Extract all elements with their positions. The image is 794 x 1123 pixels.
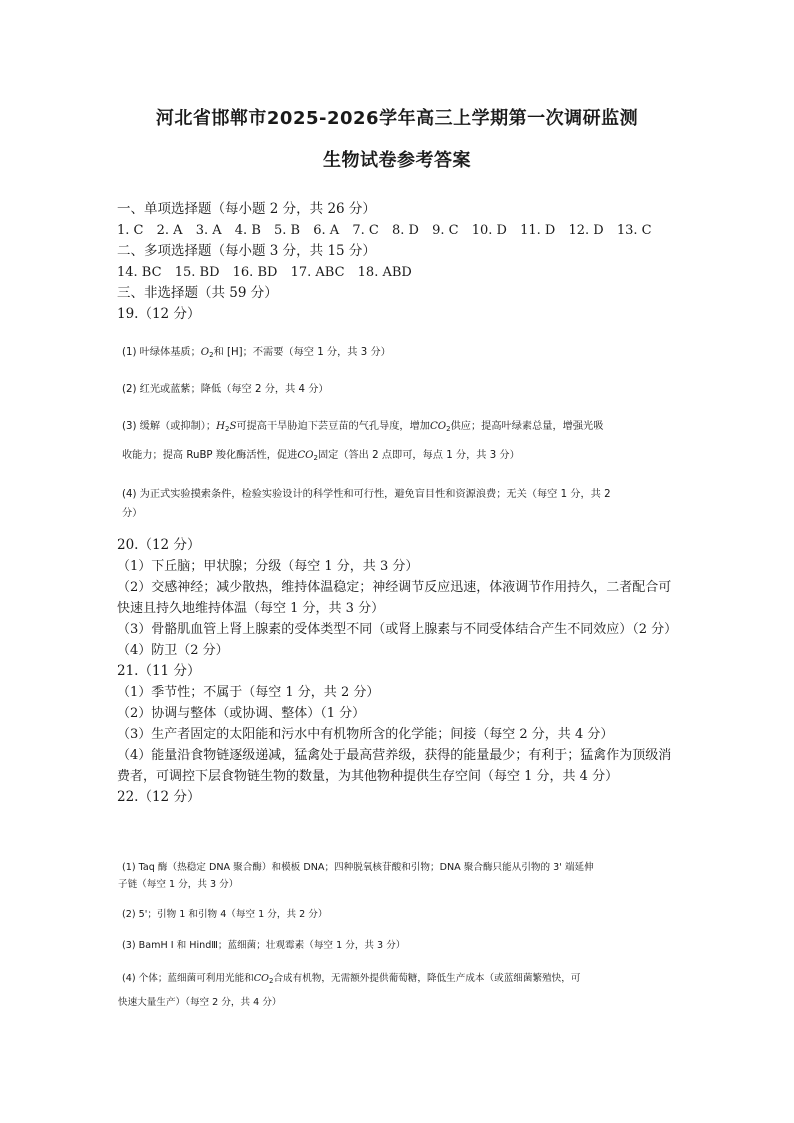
answer-item: 13. C — [616, 223, 652, 238]
answer-item: 11. D — [520, 223, 556, 238]
q19-part2: (2) 红光或蓝紫；降低（每空 2 分，共 4 分） — [122, 384, 329, 395]
document-subtitle: 生物试卷参考答案 — [323, 150, 471, 171]
q20-q21-block — [117, 535, 682, 808]
answer-item: 6. A — [313, 223, 340, 238]
q22-part1-line2: 子链（每空 1 分，共 3 分） — [118, 879, 239, 890]
q19-part3-line1: (3) 缓解（或抑制）；$H_2S$可提高干旱胁迫下芸豆苗的气孔导度，增加$CO_2$供应；提高叶绿素总量，增强光吸 — [122, 421, 604, 433]
answer-item: 8. D — [391, 223, 419, 238]
q19-part4-line1: (4) 为正式实验摸索条件，检验实验设计的科学性和可行性，避免盲目性和资源浪费；无关（每空 1 分，共 2 — [122, 489, 611, 500]
answer-item: 2. A — [156, 223, 183, 238]
q19-part1: (1) 叶绿体基质；$O_2$和 [H]；不需要（每空 1 分，共 3 分） — [122, 347, 391, 359]
answer-item: 16. BD — [232, 265, 278, 280]
section2-answers — [117, 262, 677, 283]
section2-heading: 二、多项选择题（每小题 3 分，共 15 分） — [117, 243, 376, 259]
answer-item: 15. BD — [174, 265, 220, 280]
section1-answers — [117, 220, 677, 241]
q21-heading: 21.（11 分） — [117, 663, 201, 679]
q20-part4: （4）防卫（2 分） — [117, 643, 229, 658]
q19-part3-line2: 收能力；提高 RuBP 羧化酶活性，促进$CO_2$固定（答出 2 点即可，每点 1 分，共 3 分） — [122, 450, 520, 462]
answer-item: 4. B — [234, 223, 261, 238]
q22-part4-line2: 快速大量生产）（每空 2 分，共 4 分） — [118, 997, 282, 1008]
choice-answers — [117, 199, 677, 325]
q20-heading: 20.（12 分） — [117, 537, 201, 553]
answer-item: 18. ABD — [357, 265, 412, 280]
q22-part2: (2) 5'；引物 1 和引物 4（每空 1 分，共 2 分） — [122, 909, 328, 920]
q19-part4-line2: 分） — [122, 508, 143, 519]
answer-item: 1. C — [117, 223, 144, 238]
answer-item: 9. C — [432, 223, 459, 238]
q20-part1: （1）下丘脑；甲状腺；分级（每空 1 分，共 3 分） — [117, 559, 419, 574]
q21-part3: （3）生产者固定的太阳能和污水中有机物所含的化学能；间接（每空 2 分，共 4 分） — [117, 727, 614, 742]
answer-item: 14. BC — [117, 265, 162, 280]
q22-part4-line1: (4) 个体；蓝细菌可利用光能和$CO_2$合成有机物，无需额外提供葡萄糖，降低生产成本（或蓝细菌繁殖快，可 — [122, 973, 581, 985]
section3-heading: 三、非选择题（共 59 分） — [117, 285, 278, 301]
q22-heading: 22.（12 分） — [117, 789, 201, 805]
answer-item: 10. D — [471, 223, 507, 238]
q20-part2: （2）交感神经；减少散热，维持体温稳定；神经调节反应迅速，体液调节作用持久，二者配合可快速且持久地维持体温（每空 1 分，共 3 分） — [117, 580, 672, 616]
answer-item: 12. D — [568, 223, 604, 238]
q20-part3: （3）骨骼肌血管上肾上腺素的受体类型不同（或肾上腺素与不同受体结合产生不同效应）（2 分） — [117, 622, 678, 637]
q21-part1: （1）季节性；不属于（每空 1 分，共 2 分） — [117, 685, 380, 700]
q22-part1-line1: (1) Taq 酶（热稳定 DNA 聚合酶）和模板 DNA；四种脱氧核苷酸和引物；DNA 聚合酶只能从引物的 3' 端延伸 — [122, 862, 594, 873]
q22-part3: (3) BamH Ⅰ 和 HindⅢ；蓝细菌；壮观霉素（每空 1 分，共 3 分） — [122, 940, 406, 951]
answer-item: 5. B — [274, 223, 301, 238]
answer-item: 17. ABC — [290, 265, 345, 280]
answer-item: 7. C — [352, 223, 379, 238]
q19-heading: 19.（12 分） — [117, 306, 201, 322]
q21-part4: （4）能量沿食物链逐级递减，猛禽处于最高营养级，获得的能量最少；有利于；猛禽作为顶级消费者，可调控下层食物链生物的数量，为其他物种提供生存空间（每空 1 分，共 4 分） — [117, 748, 672, 784]
document-title: 河北省邯郸市2025-2026学年高三上学期第一次调研监测 — [155, 108, 639, 129]
section1-heading: 一、单项选择题（每小题 2 分，共 26 分） — [117, 201, 376, 217]
answer-item: 3. A — [195, 223, 222, 238]
q21-part2: （2）协调与整体（或协调、整体）（1 分） — [117, 706, 366, 721]
